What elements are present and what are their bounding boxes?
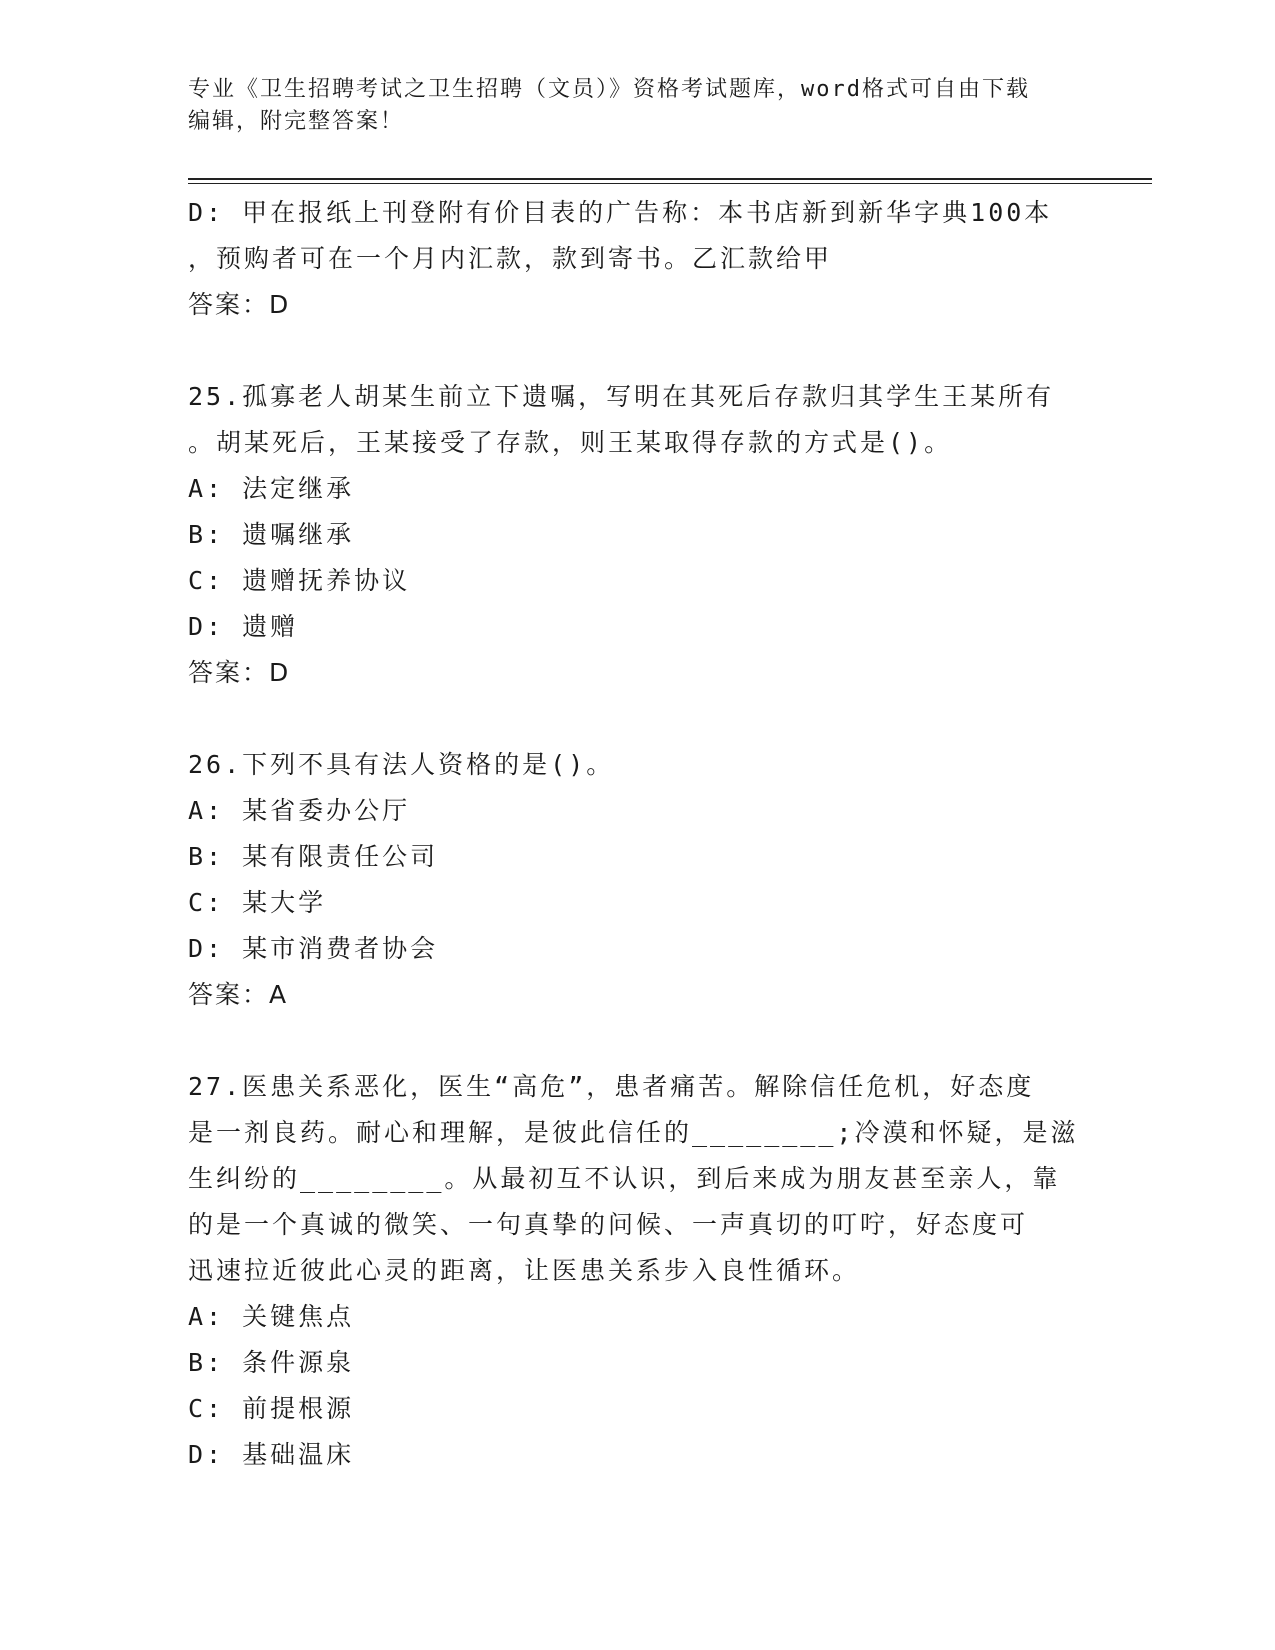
- option-d: D: 某市消费者协会: [188, 934, 439, 963]
- question-27: [188, 1064, 1088, 1478]
- header-divider-thick: [188, 178, 1152, 180]
- question-26: [188, 742, 1088, 1018]
- question-25: [188, 374, 1088, 696]
- question-stem-line: 迅速拉近彼此心灵的距离，让医患关系步入良性循环。: [188, 1256, 861, 1285]
- header-divider-thin: [188, 183, 1152, 184]
- question-stem-line: 26.下列不具有法人资格的是()。: [188, 750, 615, 779]
- question-stem-line: 生纠纷的________。从最初互不认识，到后来成为朋友甚至亲人，靠: [188, 1164, 1061, 1193]
- option-b: B: 条件源泉: [188, 1348, 355, 1377]
- option-d-line-2: ，预购者可在一个月内汇款，款到寄书。乙汇款给甲: [188, 244, 833, 273]
- answer: 答案：A: [188, 980, 289, 1009]
- spacer: [188, 696, 1088, 742]
- question-list: [188, 190, 1088, 1478]
- question-stem-line: 25.孤寡老人胡某生前立下遗嘱，写明在其死后存款归其学生王某所有: [188, 382, 1055, 411]
- option-b: B: 遗嘱继承: [188, 520, 355, 549]
- header-line-1: 专业《卫生招聘考试之卫生招聘（文员）》资格考试题库，word格式可自由下载: [188, 77, 1030, 102]
- option-d: D: 基础温床: [188, 1440, 355, 1469]
- option-a: A: 法定继承: [188, 474, 355, 503]
- option-a: A: 某省委办公厅: [188, 796, 411, 825]
- option-c: C: 前提根源: [188, 1394, 355, 1423]
- document-header: [188, 74, 1088, 138]
- answer: 答案：D: [188, 290, 291, 319]
- spacer: [188, 1018, 1088, 1064]
- question-24-tail: [188, 190, 1088, 328]
- answer: 答案：D: [188, 658, 291, 687]
- spacer: [188, 328, 1088, 374]
- question-stem-line: 27.医患关系恶化，医生“高危”，患者痛苦。解除信任危机，好态度: [188, 1072, 1035, 1101]
- question-stem-line: 是一剂良药。耐心和理解，是彼此信任的________;冷漠和怀疑，是滋: [188, 1118, 1079, 1147]
- option-c: C: 某大学: [188, 888, 327, 917]
- question-stem-line: 的是一个真诚的微笑、一句真挚的问候、一声真切的叮咛，好态度可: [188, 1210, 1029, 1239]
- header-line-2: 编辑，附完整答案！: [188, 109, 405, 134]
- option-d: D: 遗赠: [188, 612, 299, 641]
- option-a: A: 关键焦点: [188, 1302, 355, 1331]
- option-d-line-1: D: 甲在报纸上刊登附有价目表的广告称：本书店新到新华字典100本: [188, 198, 1053, 227]
- option-c: C: 遗赠抚养协议: [188, 566, 411, 595]
- option-b: B: 某有限责任公司: [188, 842, 439, 871]
- question-stem-line: 。胡某死后，王某接受了存款，则王某取得存款的方式是()。: [188, 428, 953, 457]
